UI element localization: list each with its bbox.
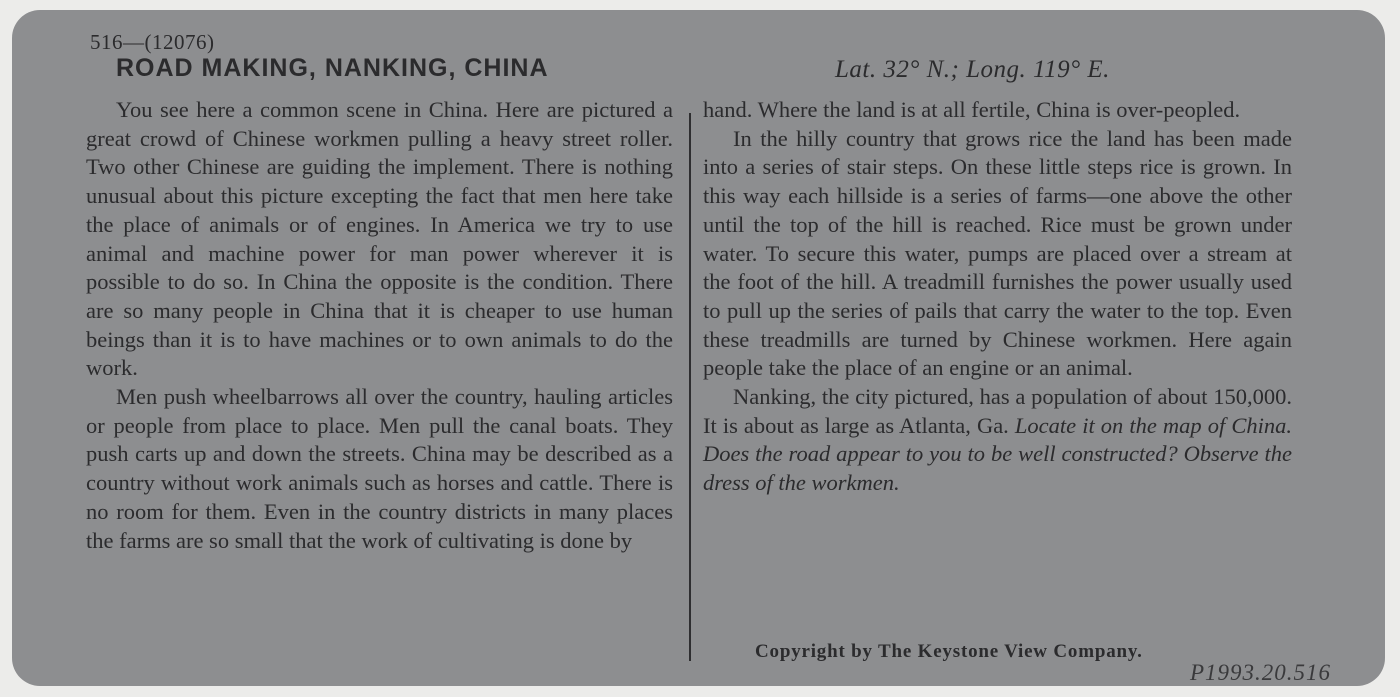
coordinates: Lat. 32° N.; Long. 119° E.	[835, 56, 1110, 83]
card-number: 516—(12076)	[90, 30, 215, 54]
handwritten-catalog-number: P1993.20.516	[1190, 660, 1332, 685]
stereograph-card-back	[12, 10, 1385, 686]
study-questions: Locate it on the map of China. Does the road appear to you to be well constructed? Observe the dress of the workmen.	[703, 412, 1292, 496]
copyright-line: Copyright by The Keystone View Company.	[755, 641, 1143, 662]
right-column	[703, 96, 1292, 498]
left-column	[86, 96, 673, 555]
right-paragraph-1: hand. Where the land is at all fertile, China is over-peopled.	[703, 97, 1241, 122]
right-paragraph-2: In the hilly country that grows rice the land has been made into a series of stair steps. On these little steps rice is grown. In this way each hillside is a series of farms—one above the other until the top of the hill is reached. Rice must be grown under water. To secure this water, pumps are placed over a stream at the foot of the hill. A treadmill furnishes the power usually used to pull up the series of pails that carry the water to the top. Even these treadmills are turned by Chinese workmen. Here again people take the place of an engine or an animal.	[703, 125, 1292, 381]
right-paragraph-3	[703, 383, 1292, 498]
card-title: ROAD MAKING, NANKING, CHINA	[116, 54, 549, 82]
left-paragraph-1: You see here a common scene in China. Here are pictured a great crowd of Chinese workmen pulling a heavy street roller. Two other Chinese are guiding the implement. There is nothing unusual about this picture excepting the fact that men here take the place of animals or of engines. In America we try to use animal and machine power for man power wherever it is possible to do so. In China the opposite is the condition. There are so many people in China that it is cheaper to use human beings than it is to have machines or to own animals to do the work.	[86, 97, 673, 381]
right-paragraph-3-text: Nanking, the city pictured, has a population of about 150,000. It is about as large as Atlanta, Ga.	[703, 384, 1292, 438]
column-divider	[689, 113, 691, 661]
left-paragraph-2: Men push wheelbarrows all over the country, hauling articles or people from place to place. Men pull the canal boats. They push carts up and down the streets. China may be described as a country without work animals such as horses and cattle. There is no room for them. Even in the country districts in many places the farms are so small that the work of cultivating is done by	[86, 384, 673, 553]
